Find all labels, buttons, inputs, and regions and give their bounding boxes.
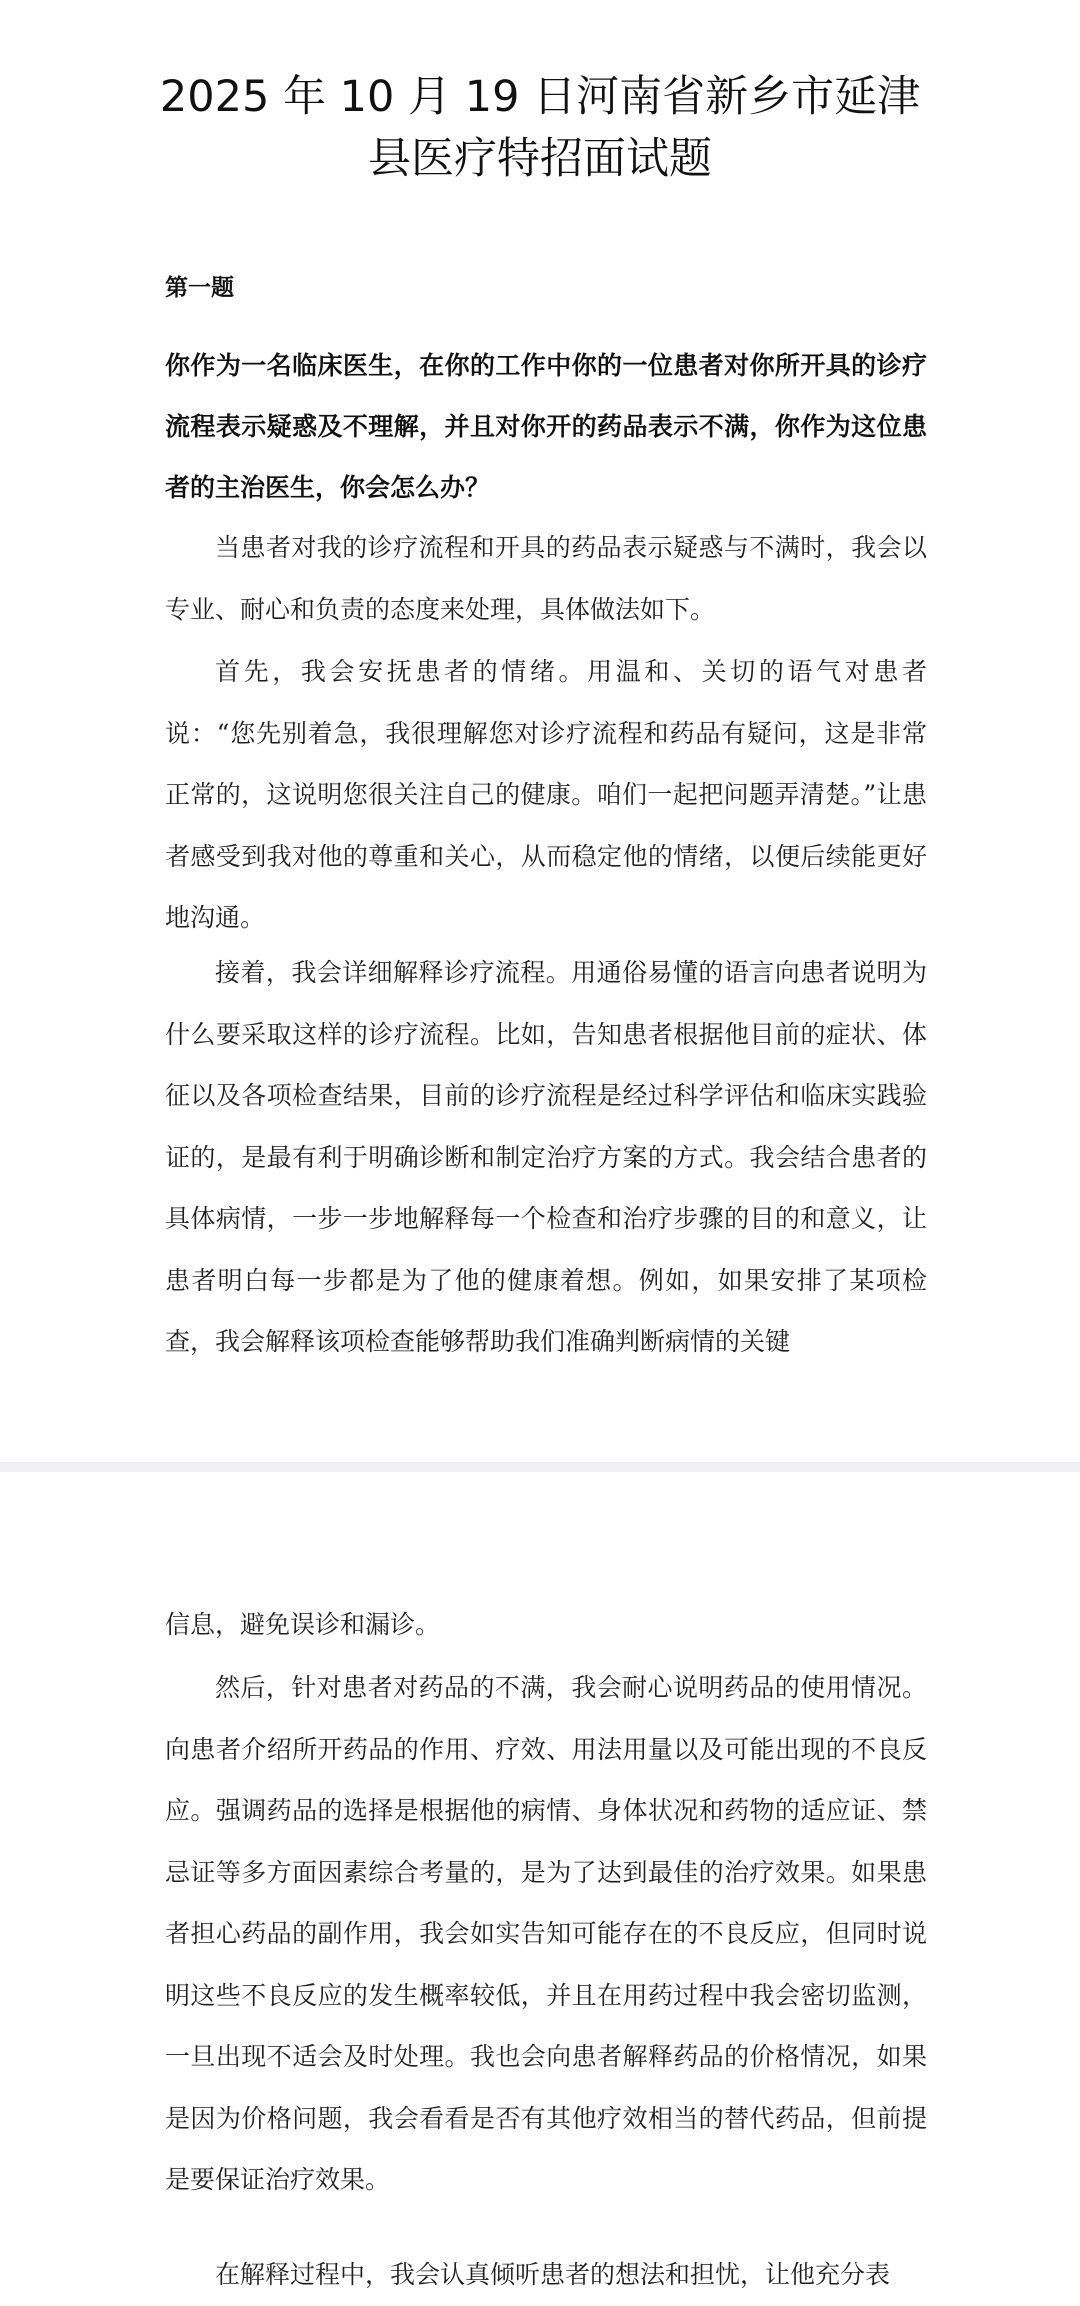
answer-paragraph: 当患者对我的诊疗流程和开具的药品表示疑惑与不满时，我会以专业、耐心和负责的态度来处理，具体做法如下。 [165, 533, 927, 624]
answer-paragraph-continued: 信息，避免误诊和漏诊。 [165, 1610, 441, 1639]
document-page-2 [0, 1472, 1080, 2289]
question-text: 你作为一名临床医生，在你的工作中你的一位患者对你所开具的诊疗流程表示疑惑及不理解，并且对你开的药品表示不满，你作为这位患者的主治医生，你会怎么办？ [165, 351, 927, 502]
page-separator [0, 1462, 1080, 1472]
answer-paragraph: 然后，针对患者对药品的不满，我会耐心说明药品的使用情况。向患者介绍所开药品的作用、疗效、用法用量以及可能出现的不良反应。强调药品的选择是根据他的病情、身体状况和药物的适应证、禁忌证等多方面因素综合考量的，是为了达到最佳的治疗效果。如果患者担心药品的副作用，我会如实告知可能存在的不良反应，但同时说明这些不良反应的发生概率较低，并且在用药过程中我会密切监测，一旦出现不适会及时处理。我也会向患者解释药品的价格情况，如果是因为价格问题，我会看看是否有其他疗效相当的替代药品，但前提是要保证治疗效果。 [165, 1673, 927, 2194]
document-title: 2025 年 10 月 19 日河南省新乡市延津县医疗特招面试题 [159, 72, 921, 184]
section-label: 第一题 [165, 275, 234, 301]
answer-paragraph: 在解释过程中，我会认真倾听患者的想法和担忧，让他充分表 [215, 2260, 891, 2289]
answer-paragraph: 接着，我会详细解释诊疗流程。用通俗易懂的语言向患者说明为什么要采取这样的诊疗流程。比如，告知患者根据他目前的症状、体征以及各项检查结果，目前的诊疗流程是经过科学评估和临床实践验证的，是最有利于明确诊断和制定治疗方案的方式。我会结合患者的具体病情，一步一步地解释每一个检查和治疗步骤的目的和意义，让患者明白每一步都是为了他的健康着想。例如，如果安排了某项检查，我会解释该项检查能够帮助我们准确判断病情的关键 [165, 958, 927, 1356]
answer-paragraph: 首先，我会安抚患者的情绪。用温和、关切的语气对患者说：“您先别着急，我很理解您对诊疗流程和药品有疑问，这是非常正常的，这说明您很关注自己的健康。咱们一起把问题弄清楚。”让患者感受到我对他的尊重和关心，从而稳定他的情绪，以便后续能更好地沟通。 [165, 657, 927, 932]
